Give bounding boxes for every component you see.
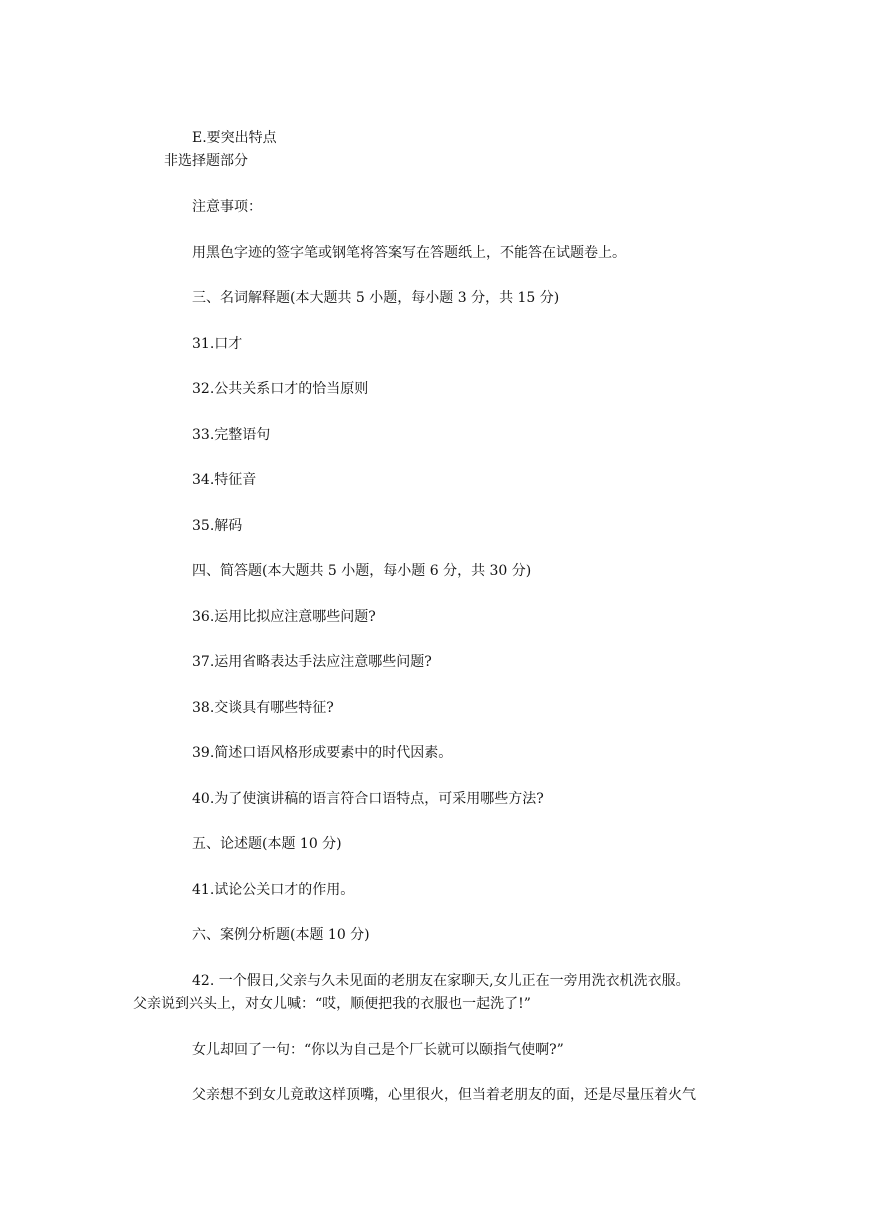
question-36: 36.运用比拟应注意哪些问题? [192, 609, 376, 625]
question-40: 40.为了使演讲稿的语言符合口语特点，可采用哪些方法? [192, 791, 544, 807]
question-38: 38.交谈具有哪些特征? [192, 700, 334, 716]
question-31: 31.口才 [192, 336, 243, 352]
section6-title: 六、案例分析题(本题 10 分) [192, 927, 370, 943]
question-42-line2: 父亲说到兴头上，对女儿喊：“哎，顺便把我的衣服也一起洗了!” [133, 996, 531, 1012]
notice-text: 用黑色字迹的签字笔或钢笔将答案写在答题纸上，不能答在试题卷上。 [192, 245, 626, 261]
section3-title: 三、名词解释题(本大题共 5 小题，每小题 3 分，共 15 分) [192, 290, 560, 306]
question-41: 41.试论公关口才的作用。 [192, 882, 355, 898]
question-37: 37.运用省略表达手法应注意哪些问题? [192, 654, 432, 670]
question-35: 35.解码 [192, 518, 243, 534]
option-e: E.要突出特点 [192, 130, 277, 146]
part-title: 非选择题部分 [164, 153, 248, 169]
question-39: 39.简述口语风格形成要素中的时代因素。 [192, 745, 453, 761]
question-32: 32.公共关系口才的恰当原则 [192, 381, 369, 397]
question-33: 33.完整语句 [192, 427, 271, 443]
question-34: 34.特征音 [192, 472, 257, 488]
section5-title: 五、论述题(本题 10 分) [192, 836, 342, 852]
section4-title: 四、简答题(本大题共 5 小题，每小题 6 分，共 30 分) [192, 563, 532, 579]
question-42-para2: 女儿却回了一句：“你以为自己是个厂长就可以颐指气使啊?” [192, 1042, 564, 1058]
question-42-para3: 父亲想不到女儿竟敢这样顶嘴，心里很火，但当着老朋友的面，还是尽量压着火气 [192, 1087, 696, 1103]
notice-title: 注意事项： [192, 199, 262, 215]
question-42-line1: 42. 一个假日,父亲与久未见面的老朋友在家聊天,女儿正在一旁用洗衣机洗衣服。 [192, 973, 690, 989]
